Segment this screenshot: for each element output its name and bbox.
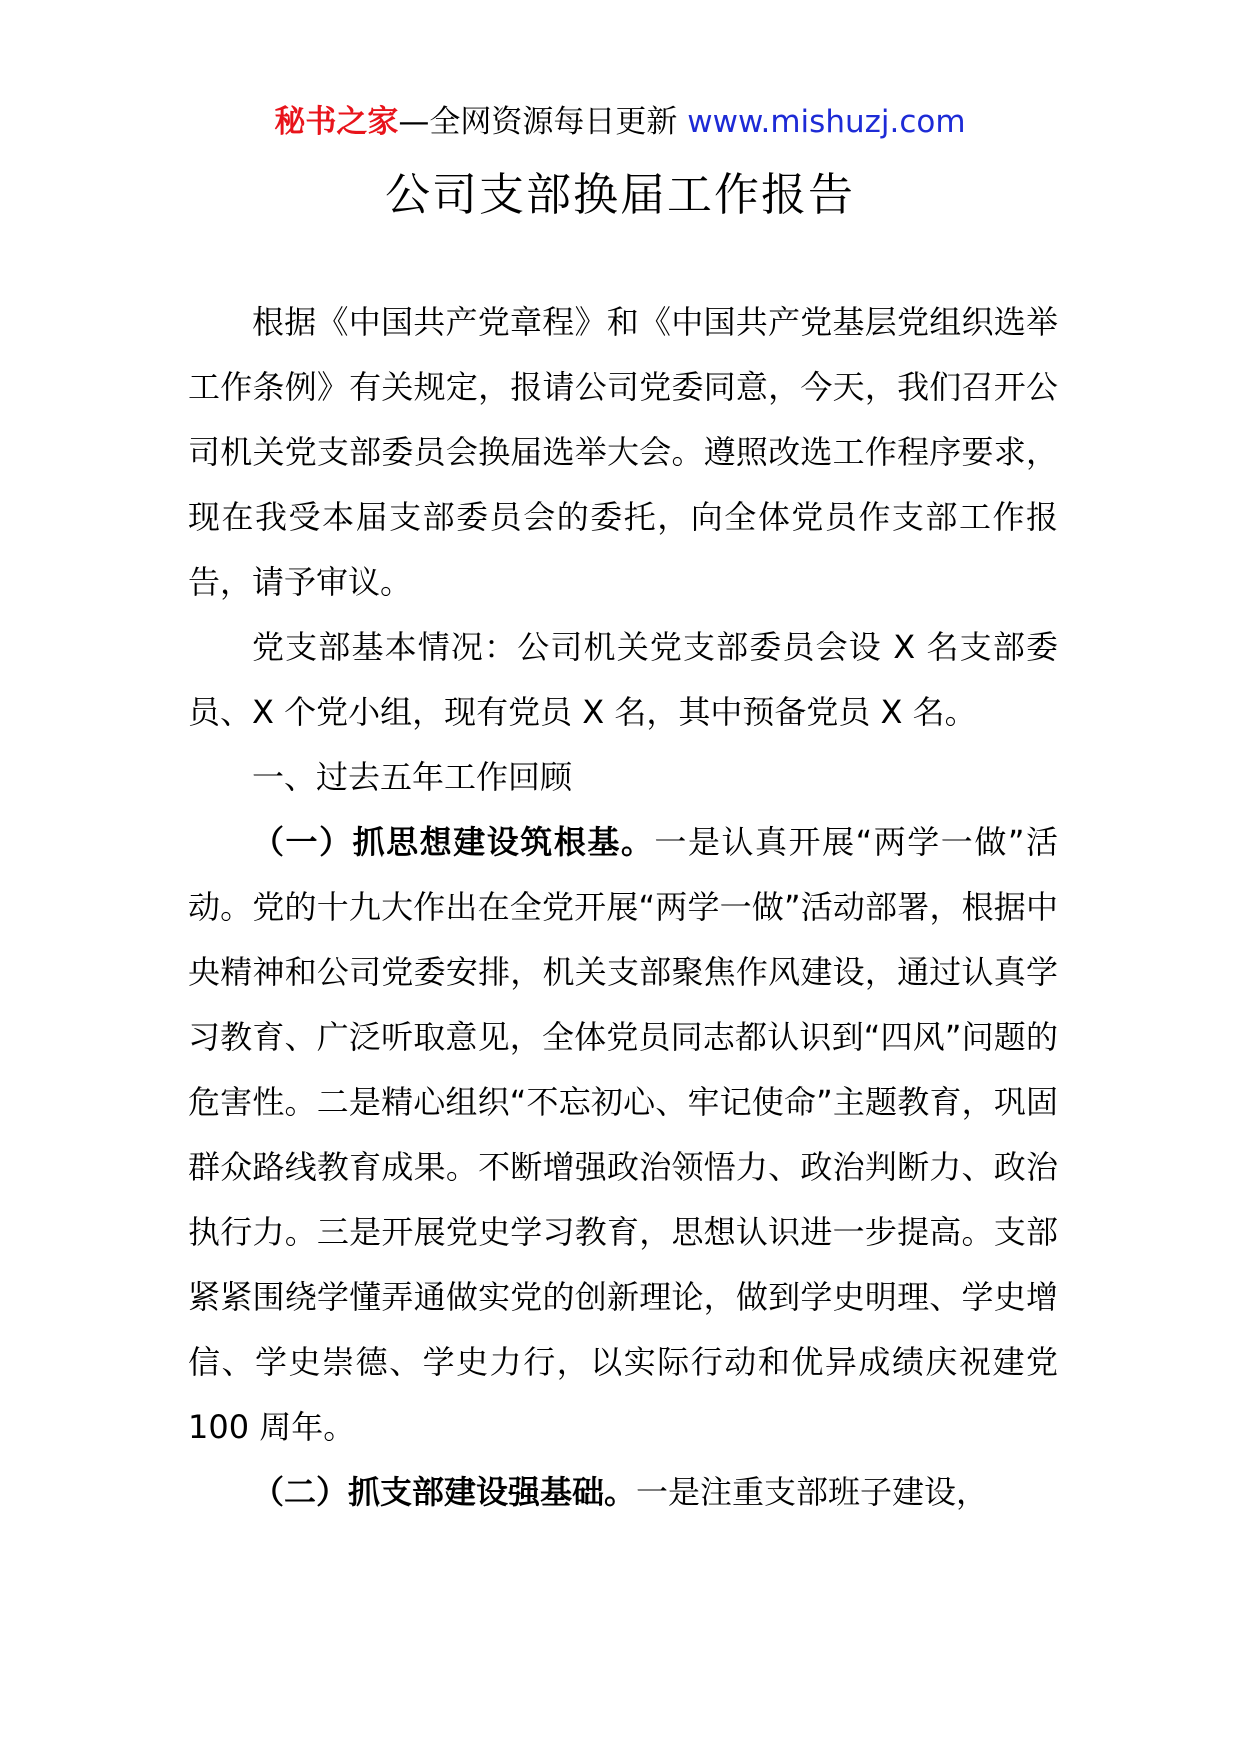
section-heading-review: 一、过去五年工作回顾 xyxy=(252,758,573,796)
paragraph-basic-info: 党支部基本情况：公司机关党支部委员会设 X 名支部委员、X 个党小组，现有党员 X 名，其中预备党员 X 名。 xyxy=(188,628,1058,731)
paragraph-branch-building xyxy=(188,1460,1058,1525)
document-title: 公司支部换届工作报告 xyxy=(384,168,855,221)
paragraph-ideology xyxy=(188,810,1058,1460)
site-url-link[interactable]: www.mishuzj.com xyxy=(687,104,966,140)
site-header xyxy=(0,100,1240,144)
paragraph-ideology-text: 一是认真开展“两学一做”活动。党的十九大作出在全党开展“两学一做”活动部署，根据中央精神和公司党委安排，机关支部聚焦作风建设，通过认真学习教育、广泛听取意见，全体党员同志都认识到“四风”问题的危害性。二是精心组织“不忘初心、牢记使命”主题教育，巩固群众路线教育成果。不断增强政治领悟力、政治判断力、政治执行力。三是开展党史学习教育，思想认识进一步提高。支部紧紧围绕学懂弄通做实党的创新理论，做到学史明理、学史增信、学史崇德、学史力行，以实际行动和优异成绩庆祝建党 100 周年。 xyxy=(188,823,1058,1446)
paragraph-intro: 根据《中国共产党章程》和《中国共产党基层党组织选举工作条例》有关规定，报请公司党委同意，今天，我们召开公司机关党支部委员会换届选举大会。遵照改选工作程序要求，现在我受本届支部委员会的委托，向全体党员作支部工作报告，请予审议。 xyxy=(188,303,1058,601)
document-body xyxy=(188,290,1058,1525)
brand-name: 秘书之家 xyxy=(274,104,399,140)
paragraph-branch-building-text: 一是注重支部班子建设， xyxy=(636,1473,989,1511)
subheading-ideology: （一）抓思想建设筑根基。 xyxy=(252,823,655,861)
header-tagline: —全网资源每日更新 xyxy=(398,104,678,140)
subheading-branch-building: （二）抓支部建设强基础。 xyxy=(252,1473,637,1511)
